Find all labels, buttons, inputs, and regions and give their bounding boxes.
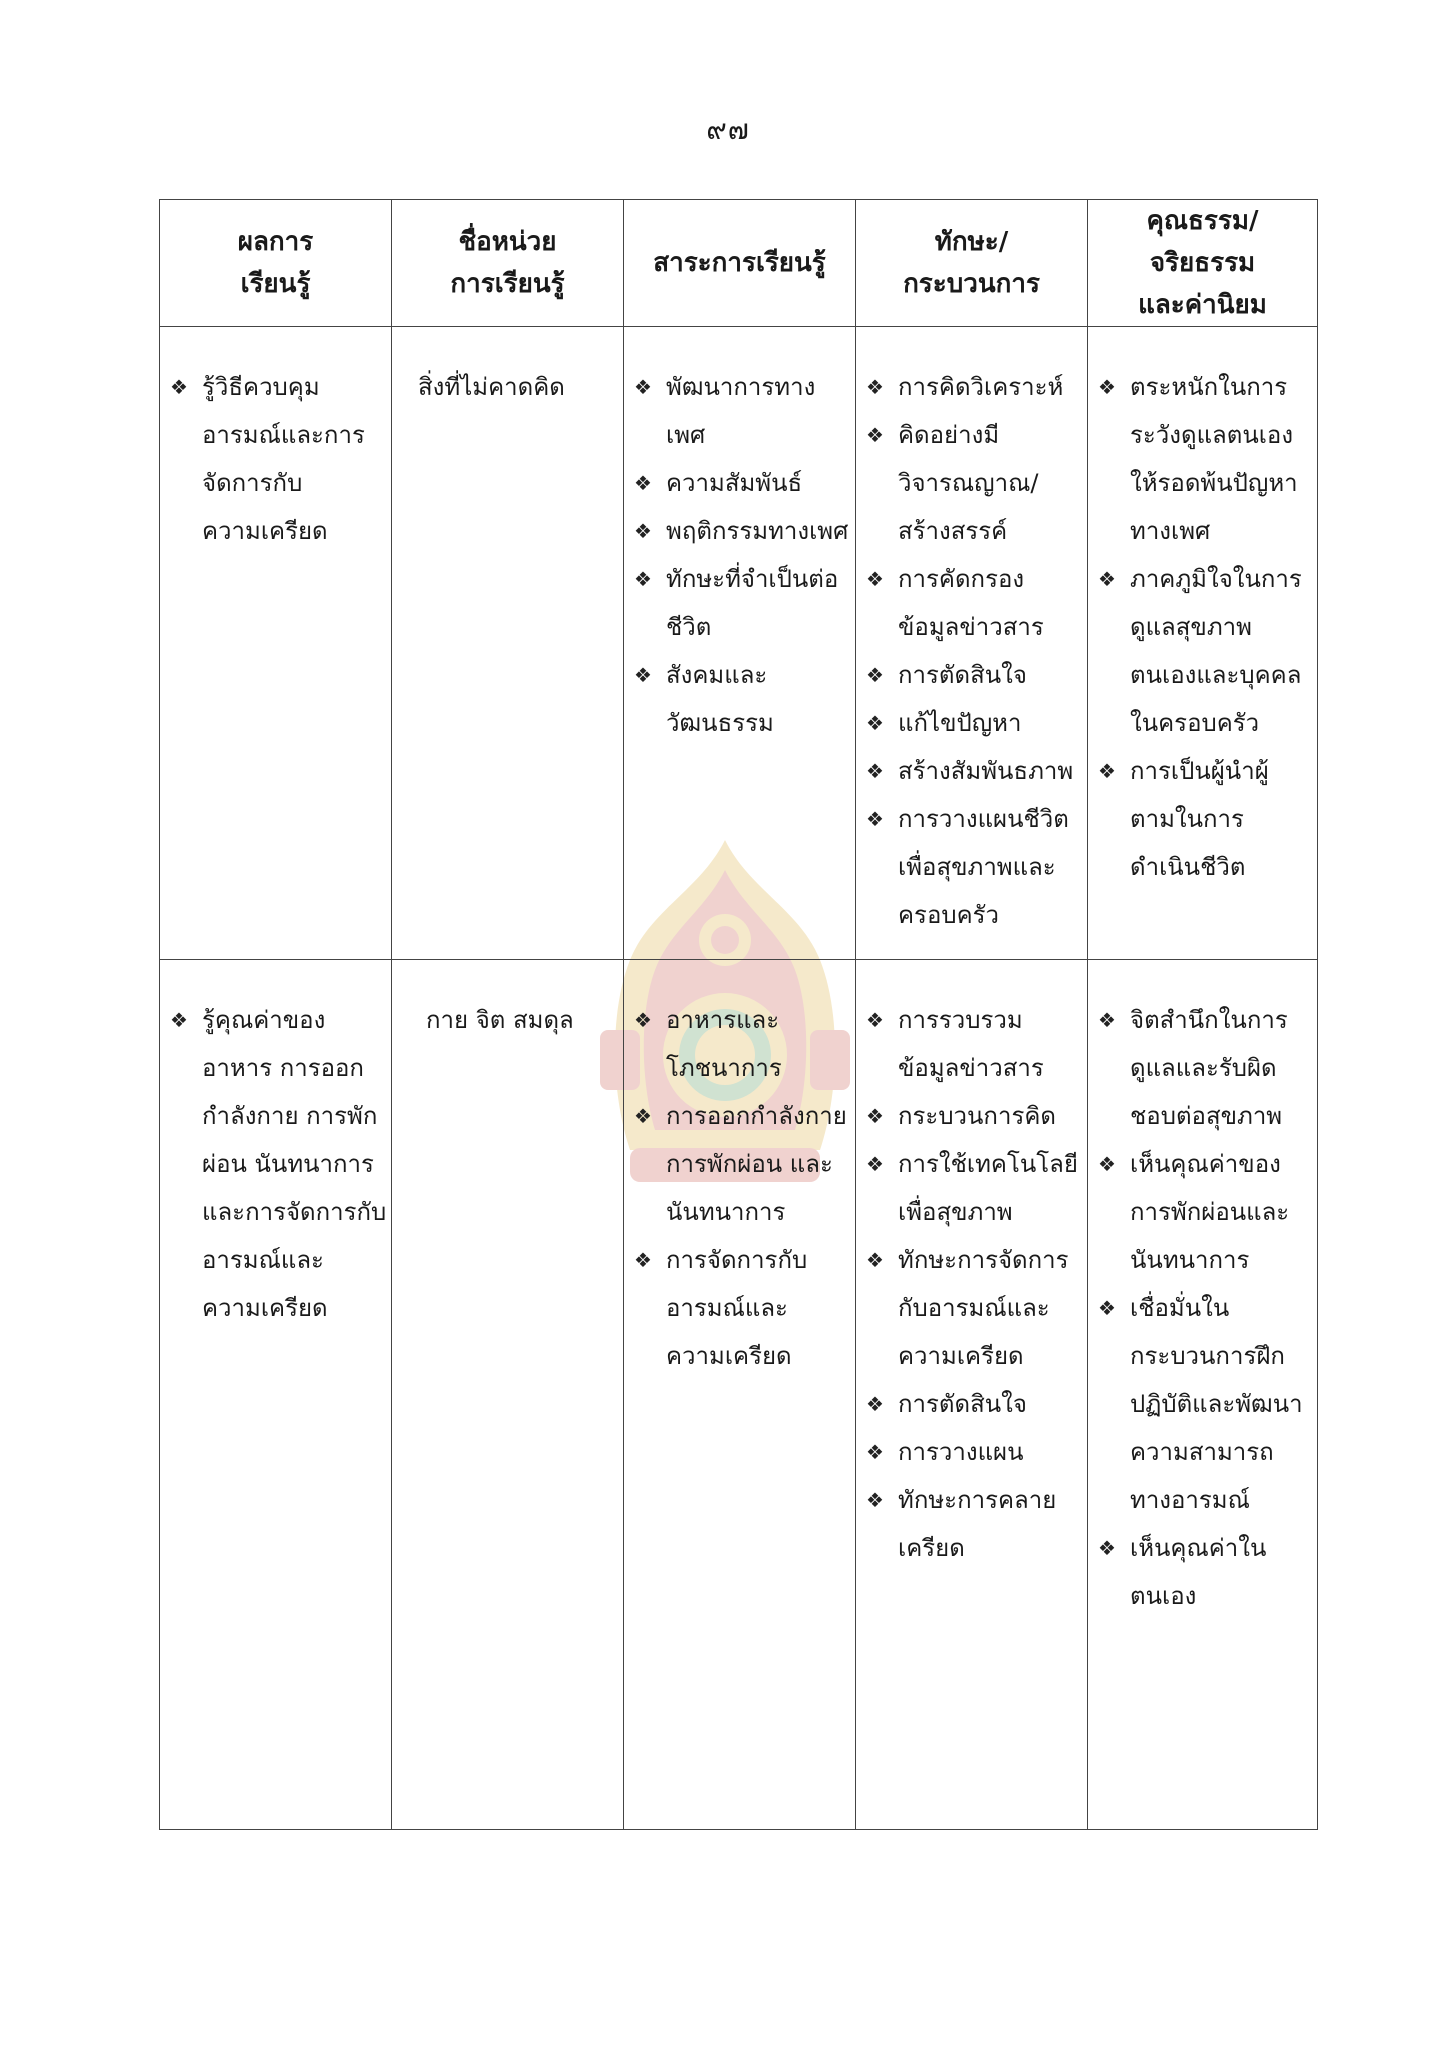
header-values: คุณธรรม/จริยธรรม และค่านิยม [1088, 200, 1318, 327]
diamond-bullet-icon: ❖ [1098, 759, 1116, 783]
diamond-bullet-icon: ❖ [634, 1104, 652, 1128]
diamond-bullet-icon: ❖ [634, 663, 652, 687]
cell-values [1088, 960, 1318, 1830]
diamond-bullet-icon: ❖ [170, 375, 188, 399]
diamond-bullet-icon: ❖ [634, 1248, 652, 1272]
list-item: ❖ การคิดวิเคราะห์ [864, 363, 1083, 411]
diamond-bullet-icon: ❖ [1098, 1296, 1116, 1320]
list-item: ❖ การคัดกรองข้อมูลข่าวสาร [864, 555, 1083, 651]
list-item: ❖ ตระหนักในการระวังดูแลตนเองให้รอดพ้นปัญหาทางเพศ [1096, 363, 1313, 555]
diamond-bullet-icon: ❖ [866, 1104, 884, 1128]
list-item: ❖ การวางแผน [864, 1428, 1083, 1476]
list-item: ❖ สร้างสัมพันธภาพ [864, 747, 1083, 795]
diamond-bullet-icon: ❖ [866, 567, 884, 591]
list-item: ❖ การวางแผนชีวิตเพื่อสุขภาพและครอบครัว [864, 795, 1083, 939]
curriculum-table [159, 199, 1318, 1830]
cell-values [1088, 327, 1318, 960]
diamond-bullet-icon: ❖ [866, 663, 884, 687]
list-item: ❖ ทักษะการคลายเครียด [864, 1476, 1083, 1572]
list-item: ❖ คิดอย่างมีวิจารณญาณ/สร้างสรรค์ [864, 411, 1083, 555]
diamond-bullet-icon: ❖ [866, 759, 884, 783]
list-item: ❖ ภาคภูมิใจในการดูแลสุขภาพตนเองและบุคคลในครอบครัว [1096, 555, 1313, 747]
cell-unit-name: กาย จิต สมดุล [392, 960, 624, 1830]
diamond-bullet-icon: ❖ [866, 423, 884, 447]
list-item: ❖ พฤติกรรมทางเพศ [632, 507, 851, 555]
list-item: ❖ พัฒนาการทางเพศ [632, 363, 851, 459]
diamond-bullet-icon: ❖ [1098, 1008, 1116, 1032]
list-item: ❖ จิตสำนึกในการดูแลและรับผิดชอบต่อสุขภาพ [1096, 996, 1313, 1140]
list-item: ❖ การออกกำลังกาย การพักผ่อน และนันทนาการ [632, 1092, 851, 1236]
list-item: ❖ เชื่อมั่นในกระบวนการฝึกปฏิบัติและพัฒนาความสามารถทางอารมณ์ [1096, 1284, 1313, 1524]
diamond-bullet-icon: ❖ [634, 567, 652, 591]
list-item: ❖ ทักษะที่จำเป็นต่อชีวิต [632, 555, 851, 651]
diamond-bullet-icon: ❖ [866, 375, 884, 399]
list-item: ❖ รู้วิธีควบคุมอารมณ์และการจัดการกับความเครียด [168, 363, 387, 555]
list-item: ❖ เห็นคุณค่าในตนเอง [1096, 1524, 1313, 1620]
list-item: ❖ ความสัมพันธ์ [632, 459, 851, 507]
table-header-row [160, 200, 1318, 327]
list-item: ❖ การจัดการกับอารมณ์และความเครียด [632, 1236, 851, 1380]
list-item: ❖ การรวบรวมข้อมูลข่าวสาร [864, 996, 1083, 1092]
cell-unit-name: สิ่งที่ไม่คาดคิด [392, 327, 624, 960]
diamond-bullet-icon: ❖ [1098, 1152, 1116, 1176]
list-item: ❖ การใช้เทคโนโลยีเพื่อสุขภาพ [864, 1140, 1083, 1236]
list-item: ❖ แก้ไขปัญหา [864, 699, 1083, 747]
list-item: ❖ เห็นคุณค่าของการพักผ่อนและนันทนาการ [1096, 1140, 1313, 1284]
list-item: ❖ อาหารและโภชนาการ [632, 996, 851, 1092]
cell-skills [856, 327, 1088, 960]
diamond-bullet-icon: ❖ [866, 1392, 884, 1416]
diamond-bullet-icon: ❖ [866, 1008, 884, 1032]
list-item: ❖ สังคมและวัฒนธรรม [632, 651, 851, 747]
header-skills: ทักษะ/ กระบวนการ [856, 200, 1088, 327]
diamond-bullet-icon: ❖ [1098, 1536, 1116, 1560]
list-item: ❖ ทักษะการจัดการกับอารมณ์และความเครียด [864, 1236, 1083, 1380]
cell-outcomes [160, 327, 392, 960]
list-item: ❖ รู้คุณค่าของอาหาร การออกกำลังกาย การพักผ่อน นันทนาการ และการจัดการกับอารมณ์และความเครียด [168, 996, 387, 1332]
diamond-bullet-icon: ❖ [866, 1152, 884, 1176]
list-item: ❖ การตัดสินใจ [864, 1380, 1083, 1428]
diamond-bullet-icon: ❖ [866, 711, 884, 735]
list-item: ❖ การตัดสินใจ [864, 651, 1083, 699]
header-unit-name: ชื่อหน่วย การเรียนรู้ [392, 200, 624, 327]
table-row [160, 960, 1318, 1830]
list-item: ❖ กระบวนการคิด [864, 1092, 1083, 1140]
cell-outcomes [160, 960, 392, 1830]
diamond-bullet-icon: ❖ [866, 1488, 884, 1512]
cell-content [624, 960, 856, 1830]
page-number: ๙๗ [706, 113, 750, 146]
diamond-bullet-icon: ❖ [634, 1008, 652, 1032]
header-content: สาระการเรียนรู้ [624, 200, 856, 327]
diamond-bullet-icon: ❖ [170, 1008, 188, 1032]
diamond-bullet-icon: ❖ [866, 1248, 884, 1272]
cell-skills [856, 960, 1088, 1830]
diamond-bullet-icon: ❖ [1098, 375, 1116, 399]
diamond-bullet-icon: ❖ [866, 1440, 884, 1464]
diamond-bullet-icon: ❖ [634, 519, 652, 543]
table-row [160, 327, 1318, 960]
diamond-bullet-icon: ❖ [1098, 567, 1116, 591]
header-outcomes: ผลการ เรียนรู้ [160, 200, 392, 327]
diamond-bullet-icon: ❖ [866, 807, 884, 831]
diamond-bullet-icon: ❖ [634, 375, 652, 399]
cell-content [624, 327, 856, 960]
diamond-bullet-icon: ❖ [634, 471, 652, 495]
list-item: ❖ การเป็นผู้นำผู้ตามในการดำเนินชีวิต [1096, 747, 1313, 891]
